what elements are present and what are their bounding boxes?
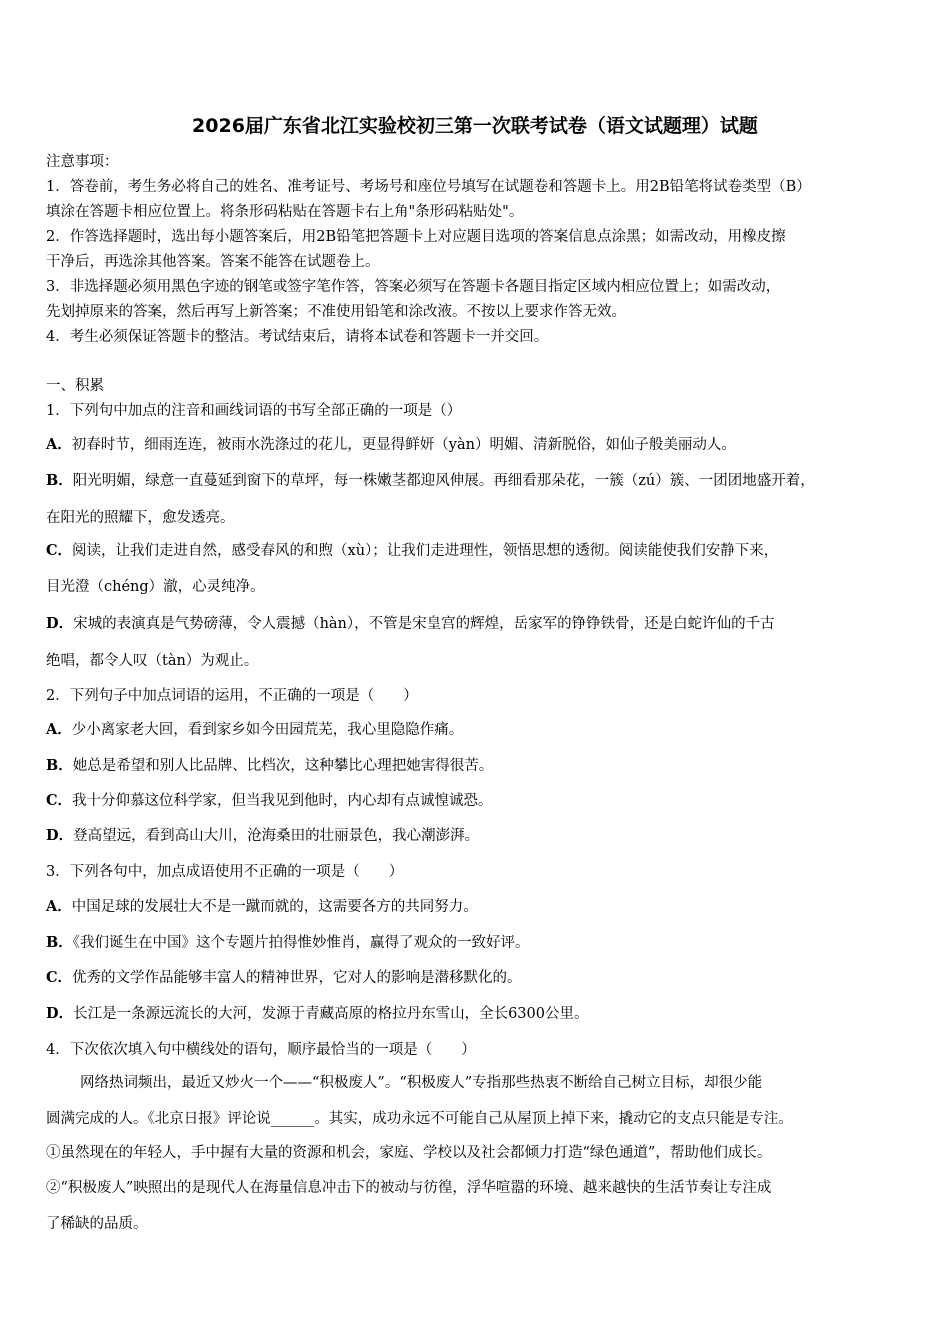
option-letter: C． bbox=[46, 792, 73, 809]
question-stem: 3．下列各句中，加点成语使用不正确的一项是（ ） bbox=[46, 864, 404, 880]
option-text: 初春时节，细雨连连，被雨水洗涤过的花儿，更显得鲜妍（yàn）明媚、清新脱俗，如仙子般美丽动人。 bbox=[71, 437, 736, 453]
notes-line: 填涂在答题卡相应位置上。将条形码粘贴在答题卡右上角"条形码粘贴处"。 bbox=[46, 204, 524, 220]
passage-line: 圆满完成的人。《北京日报》评论说______。其实，成功永远不可能自己从屋顶上掉下来，撬动它的支点只能是专注。 bbox=[46, 1111, 793, 1127]
option-c bbox=[46, 791, 493, 811]
passage-line: 网络热词频出，最近又炒火一个——“积极废人”。“积极废人”专指那些热衷不断给自己树立目标，却很少能 bbox=[80, 1075, 763, 1091]
section-heading: 一、积累 bbox=[46, 378, 104, 394]
option-c bbox=[46, 541, 778, 561]
option-letter: D． bbox=[46, 1005, 74, 1022]
option-text-continued: 目光澄（chéng）澈，心灵纯净。 bbox=[46, 579, 265, 595]
notes-line: 先划掉原来的答案，然后再写上新答案；不准使用铅笔和涂改液。不按以上要求作答无效。 bbox=[46, 304, 626, 320]
option-text: 《我们诞生在中国》这个专题片拍得惟妙惟肖，赢得了观众的一致好评。 bbox=[72, 935, 530, 951]
option-c bbox=[46, 968, 522, 988]
option-text: 阳光明媚，绿意一直蔓延到窗下的草坪，每一株嫩茎都迎风伸展。再细看那朵花，一簇（zú）簇、一团团地盛开着， bbox=[72, 473, 815, 489]
notes-line: 干净后，再选涂其他答案。答案不能答在试题卷上。 bbox=[46, 254, 380, 270]
option-letter: C． bbox=[46, 969, 73, 986]
option-letter: B． bbox=[46, 934, 73, 951]
option-text: 登高望远，看到高山大川，沧海桑田的壮丽景色，我心潮澎湃。 bbox=[73, 828, 480, 844]
option-text: 她总是希望和别人比品牌、比档次，这种攀比心理把她害得很苦。 bbox=[72, 758, 494, 774]
notes-line: 2．作答选择题时，选出每小题答案后，用2B铅笔把答题卡上对应题目选项的答案信息点涂黑；如需改动，用橡皮擦 bbox=[46, 229, 786, 245]
page-title: 2026届广东省北江实验校初三第一次联考试卷（语文试题理）试题 bbox=[192, 115, 758, 137]
option-letter: D． bbox=[46, 615, 74, 632]
option-d bbox=[46, 1004, 588, 1024]
option-text: 优秀的文学作品能够丰富人的精神世界，它对人的影响是潜移默化的。 bbox=[72, 970, 522, 986]
option-letter: D． bbox=[46, 827, 74, 844]
option-letter: A． bbox=[46, 721, 72, 738]
option-text: 阅读，让我们走进自然，感受春风的和煦（xù）；让我们走进理性，领悟思想的透彻。阅读能使我们安静下来， bbox=[72, 543, 779, 559]
option-text-continued: 绝唱，都令人叹（tàn）为观止。 bbox=[46, 653, 259, 669]
question-stem: 2．下列句子中加点词语的运用，不正确的一项是（ ） bbox=[46, 688, 418, 704]
passage-line: ①虽然现在的年轻人，手中握有大量的资源和机会，家庭、学校以及社会都倾力打造“绿色通道”，帮助他们成长。 bbox=[46, 1145, 772, 1161]
option-letter: B． bbox=[46, 757, 73, 774]
notes-line: 4．考生必须保证答题卡的整洁。考试结束后，请将本试卷和答题卡一并交回。 bbox=[46, 329, 549, 345]
option-a bbox=[46, 435, 736, 455]
option-letter: A． bbox=[46, 436, 72, 453]
option-b bbox=[46, 933, 530, 953]
option-a bbox=[46, 720, 463, 740]
option-d bbox=[46, 826, 479, 846]
option-text: 我十分仰慕这位科学家，但当我见到他时，内心却有点诚惶诚恐。 bbox=[72, 793, 493, 809]
question-stem: 4．下次依次填入句中横线处的语句，顺序最恰当的一项是（ ） bbox=[46, 1042, 476, 1058]
option-text: 宋城的表演真是气势磅薄，令人震撼（hàn），不管是宋皇宫的辉煌，岳家军的铮铮铁骨，还是白蛇许仙的千古 bbox=[73, 616, 775, 632]
option-b bbox=[46, 471, 815, 491]
option-b bbox=[46, 756, 493, 776]
option-letter: B． bbox=[46, 472, 73, 489]
option-text-continued: 在阳光的照耀下，愈发透亮。 bbox=[46, 510, 235, 526]
notes-line: 1．答卷前，考生务必将自己的姓名、准考证号、考场号和座位号填写在试题卷和答题卡上。用2B铅笔将试卷类型（B） bbox=[46, 179, 811, 195]
option-text: 中国足球的发展壮大不是一蹴而就的，这需要各方的共同努力。 bbox=[71, 899, 478, 915]
option-letter: C． bbox=[46, 542, 73, 559]
notes-heading: 注意事项： bbox=[46, 154, 119, 170]
question-stem: 1．下列句中加点的注音和画线词语的书写全部正确的一项是（） bbox=[46, 403, 462, 419]
notes-line: 3．非选择题必须用黑色字迹的钢笔或签字笔作答，答案必须写在答题卡各题目指定区域内相应位置上；如需改动， bbox=[46, 279, 781, 295]
option-text: 长江是一条源远流长的大河，发源于青藏高原的格拉丹东雪山，全长6300公里。 bbox=[73, 1006, 589, 1022]
passage-line: ②“积极废人”映照出的是现代人在海量信息冲击下的被动与彷徨，浮华喧嚣的环境、越来越快的生活节奏让专注成 bbox=[46, 1180, 772, 1196]
passage-line: 了稀缺的品质。 bbox=[46, 1216, 148, 1232]
option-letter: A． bbox=[46, 898, 72, 915]
option-a bbox=[46, 897, 478, 917]
option-d bbox=[46, 614, 775, 634]
option-text: 少小离家老大回，看到家乡如今田园荒芜，我心里隐隐作痛。 bbox=[71, 722, 464, 738]
